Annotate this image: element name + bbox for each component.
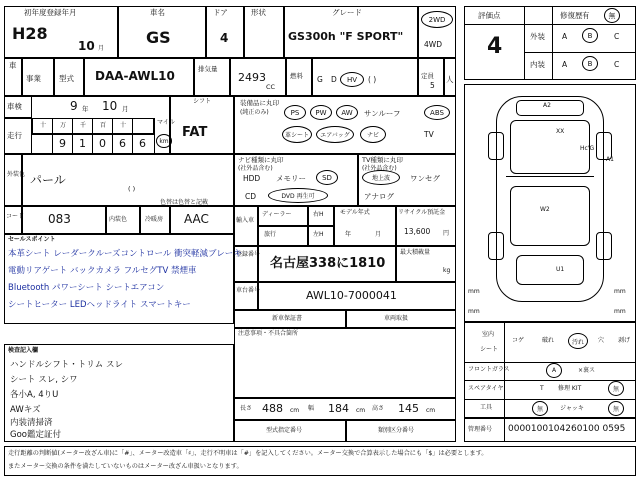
reg-month-value: 10 xyxy=(78,39,95,53)
color-note: ( ) xyxy=(128,185,136,193)
door-value: 4 xyxy=(220,31,229,45)
nav-title-sub: (社外品含む) xyxy=(238,165,273,172)
spare-t: T xyxy=(540,385,544,392)
windshield-a: A xyxy=(551,367,557,374)
exterior-grade-label: 外装 xyxy=(530,32,545,41)
car-name-label: 車名 xyxy=(150,8,165,17)
tv-title-sub: (社外品含む) xyxy=(362,165,397,172)
nav-sd xyxy=(316,170,338,185)
color-sub-note: 色替は色替と記載 xyxy=(160,199,209,206)
mgmt-number-label: 管理番号 xyxy=(468,426,493,433)
code-value: 083 xyxy=(48,212,71,226)
tv-terrestrial xyxy=(362,170,400,185)
shaken-month: 10 xyxy=(102,99,118,113)
inspection-line-3: 各小A, 4りU xyxy=(10,390,59,400)
model-code-value: DAA-AWL10 xyxy=(95,69,175,83)
door-label: ドア xyxy=(213,8,228,17)
digit-3: 0 xyxy=(99,137,106,150)
recycle-unit: 円 xyxy=(443,230,450,237)
nav-dvd-label: DVD 再生可 xyxy=(281,193,315,200)
tools-none: 無 xyxy=(536,406,543,413)
inspection-line-5: 内装清掃済 xyxy=(10,418,53,428)
row2-type: 型式 xyxy=(59,74,74,83)
fuel-type-cell xyxy=(312,58,418,96)
exterior-color-label: 外装色 xyxy=(7,171,26,178)
repair-no: 無 xyxy=(608,11,616,20)
car-midline xyxy=(506,176,594,177)
int-grade-a: A xyxy=(562,60,568,69)
jack-none: 無 xyxy=(612,406,619,413)
nav-memory: メモリー xyxy=(276,174,306,183)
reg-month-unit: 月 xyxy=(98,45,105,52)
fuel-other: ( ) xyxy=(368,75,377,84)
tv-oneseg: ワンセグ xyxy=(410,174,440,183)
option-airbag-label: エアバッグ xyxy=(320,132,350,139)
interior-cell-0-2: 汚れ xyxy=(571,338,584,346)
travel-label: 旅行 xyxy=(264,231,277,238)
option-navi-label: ナビ xyxy=(366,132,379,139)
shaken-year-unit: 年 xyxy=(82,105,89,113)
windshield-b: ×裏ス xyxy=(578,367,596,374)
digit-1: 9 xyxy=(59,137,66,150)
shape-label: 形状 xyxy=(251,8,266,17)
digit-4: 6 xyxy=(119,137,126,150)
wheel-rear-right xyxy=(596,232,612,260)
mileage-label: 走行 xyxy=(7,131,22,140)
interior-row-label-1: フロントガラス xyxy=(468,366,510,373)
exterior-color-label-cell xyxy=(4,154,22,206)
digit-head-3: 百 xyxy=(100,122,107,129)
digit-head-4: 十 xyxy=(120,122,127,129)
ac-value: AAC xyxy=(184,212,209,226)
car-name-value: GS xyxy=(146,28,171,47)
sales-points-cell xyxy=(4,234,234,324)
option-leather xyxy=(282,126,312,143)
height-label: 高さ xyxy=(372,405,385,412)
seats-unit: 人 xyxy=(446,75,454,84)
diagram-mm-right: mm xyxy=(614,288,626,295)
option-navi xyxy=(360,126,386,143)
sales-point-line-2: 電動リアゲート バックカメラ フルセグTV 禁煙車 xyxy=(8,266,197,276)
max-load-unit: kg xyxy=(443,267,451,274)
car-hood-area xyxy=(510,120,590,174)
eval-value: 4 xyxy=(487,34,503,59)
option-airbag xyxy=(316,126,354,143)
interior-cell-0-0: コゲ xyxy=(512,337,525,344)
code-label-cell xyxy=(4,206,25,234)
width-label: 幅 xyxy=(308,405,315,412)
repair-no-circle xyxy=(604,8,620,23)
tv-analog: アナログ xyxy=(364,192,394,201)
digit-head-1: 万 xyxy=(60,122,67,129)
ext-grade-c: C xyxy=(614,32,620,41)
dealer-label: ディーラー xyxy=(262,211,292,218)
eval-label: 評価点 xyxy=(478,11,501,20)
interior-row-label-2: スペアタイヤ xyxy=(468,385,504,392)
warranty-label: 新車保証書 xyxy=(272,315,303,322)
fuel-label: 燃料 xyxy=(290,72,303,80)
options-title-sub: (純正のみ) xyxy=(240,109,269,116)
row2-business: 事業 xyxy=(26,74,41,83)
jack-none-circle xyxy=(608,401,624,416)
sales-point-line-1: 本革シート レーダークルーズコントロール 衝突軽減ブレーキ xyxy=(8,249,242,259)
inspection-line-1: ハンドルシフト・トリム スレ xyxy=(10,360,123,370)
fuel-g: G xyxy=(317,75,323,84)
digit-head-2: 千 xyxy=(80,122,87,129)
seats-label: 定員 xyxy=(421,72,434,80)
displacement-value: 2493 xyxy=(238,71,266,84)
mileage-digit-header xyxy=(32,118,154,134)
option-abs xyxy=(424,105,450,120)
interior-grade-label: 内装 xyxy=(530,60,545,69)
row2-kanji-1: 車 xyxy=(9,61,17,70)
wheel-front-left xyxy=(488,132,504,160)
repair-yes: 有 xyxy=(582,11,590,20)
option-tv-label: TV xyxy=(424,130,434,139)
lh-label: 左H xyxy=(313,231,324,238)
cc-unit: CC xyxy=(266,83,276,91)
seats-value: 5 xyxy=(430,81,435,90)
interior-cell-0-3: 穴 xyxy=(598,337,605,344)
sales-point-line-3: Bluetooth パワーシート シートエアコン xyxy=(8,283,165,293)
height-unit: cm xyxy=(426,407,436,414)
option-aw-label: AW xyxy=(341,108,353,117)
digit-head-0: 十 xyxy=(40,122,47,129)
nav-title: ナビ種類に丸印 xyxy=(238,156,284,164)
sales-point-line-4: シートヒーター LEDヘッドライト スマートキー xyxy=(8,300,191,310)
reg-year-value: H28 xyxy=(12,24,48,43)
type-number-label: 型式指定番号 xyxy=(266,427,303,434)
shaken-month-unit: 月 xyxy=(122,105,129,113)
digit-5: 6 xyxy=(139,137,146,150)
fuel-d: D xyxy=(331,75,337,84)
reg-date-label: 初年度登録年月 xyxy=(24,8,77,17)
model-year-unit-month: 月 xyxy=(375,231,382,238)
recycle-value: 13,600 xyxy=(404,227,431,236)
class-number-label: 類別区分番号 xyxy=(378,427,415,434)
footer-line-2: またメーター交換の条件を満たしていないものはメーター改ざん車扱いとなります。 xyxy=(8,463,243,470)
nav-cd: CD xyxy=(245,192,257,201)
tv-terrestrial-label: 地上波 xyxy=(371,175,390,182)
diagram-label-a1: A1 xyxy=(606,156,614,163)
shaken-label: 車検 xyxy=(7,102,22,111)
ext-grade-b: B xyxy=(587,31,593,40)
import-label-cell xyxy=(234,206,258,246)
width-unit: cm xyxy=(356,407,366,414)
diagram-label-hcg: Hc'G xyxy=(580,145,595,152)
inspection-line-2: シート スレ, シワ xyxy=(10,375,78,385)
drive-2wd-badge xyxy=(421,11,453,28)
int-grade-b-circle xyxy=(582,56,598,71)
windshield-a-circle xyxy=(546,363,562,378)
tools-none-circle xyxy=(532,401,548,416)
spare-none: 無 xyxy=(612,386,619,393)
height-value: 145 xyxy=(398,402,419,415)
interior-cell-0-2-circle xyxy=(568,333,588,349)
car-roof-area xyxy=(510,186,590,246)
model-year-label: モデル年式 xyxy=(340,209,370,216)
vehicle-doc-label: 車両取扱 xyxy=(384,315,409,322)
inspection-line-4: AWキズ xyxy=(10,405,41,415)
diagram-label-u1: U1 xyxy=(556,266,565,273)
nav-hdd: HDD xyxy=(243,174,261,183)
jack-label: ジャッキ xyxy=(560,405,584,412)
car-trunk-area xyxy=(516,255,584,285)
grade-value: GS300h "F SPORT" xyxy=(288,30,404,43)
code-label: コード xyxy=(6,213,25,220)
digit-2: 1 xyxy=(79,137,86,150)
interior-cell-0-4: 剥げ xyxy=(618,337,631,344)
inspection-line-6: Goo鑑定証付 xyxy=(10,430,61,440)
displacement-label: 排気量 xyxy=(198,65,218,73)
wheel-rear-left xyxy=(488,232,504,260)
spare-none-circle xyxy=(608,381,624,396)
ac-label: 冷暖房 xyxy=(145,216,164,223)
max-load-label: 最大積載量 xyxy=(400,249,431,256)
diagram-mm-left: mm xyxy=(468,288,480,295)
option-leather-label: 革シート xyxy=(284,132,309,139)
interior-row-label-3: 工具 xyxy=(480,404,493,411)
tv-title: TV種類に丸印 xyxy=(362,156,403,164)
reg-no-label: 登録番号 xyxy=(236,251,261,258)
width-value: 184 xyxy=(328,402,349,415)
import-label: 輸入車 xyxy=(236,217,255,224)
option-pw xyxy=(310,105,332,120)
option-sunroof-label: サンルーフ xyxy=(364,109,401,118)
fuel-hv: HV xyxy=(346,75,358,84)
diagram-label-w2: W2 xyxy=(540,206,550,213)
recycle-label: リサイクル預託金 xyxy=(398,209,446,216)
length-unit: cm xyxy=(290,407,300,414)
option-aw xyxy=(336,105,358,120)
option-ps-label: PS xyxy=(290,108,300,117)
option-ps xyxy=(284,105,306,120)
drive-4wd-label: 4WD xyxy=(424,40,442,49)
nav-dvd xyxy=(268,188,328,203)
int-grade-b: B xyxy=(587,59,593,68)
spare-kit: 修理 KIT xyxy=(558,385,582,392)
option-abs-label: ABS xyxy=(430,108,444,117)
mileage-sub-unit: マイル xyxy=(157,119,175,126)
diagram-label-a2: A2 xyxy=(543,102,551,109)
diagram-label-xx: XX xyxy=(556,128,565,135)
grade-label: グレード xyxy=(332,8,362,17)
inspection-title: 検査記入欄 xyxy=(8,347,39,354)
ext-grade-a: A xyxy=(562,32,568,41)
option-pw-label: PW xyxy=(315,108,327,117)
nav-sd-label: SD xyxy=(322,173,332,182)
drive-2wd-label: 2WD xyxy=(428,15,446,24)
interior-row-label-0: 室内 xyxy=(482,331,495,338)
length-value: 488 xyxy=(262,402,283,415)
interior-row-sublabel-0: シート xyxy=(480,346,499,353)
diagram-mm-left-2: mm xyxy=(468,308,480,315)
options-title: 装備品に丸印 xyxy=(240,99,279,107)
shift-value: FAT xyxy=(182,125,208,140)
vin-value: AWL10-7000041 xyxy=(306,289,397,302)
notes-label: 注意事項・不具合箇所 xyxy=(238,330,299,337)
displacement-label-cell xyxy=(194,58,230,96)
shift-label: シフト xyxy=(193,98,212,105)
diagram-mm-right-2: mm xyxy=(614,308,626,315)
notes-cell xyxy=(234,328,456,398)
model-year-unit-year: 年 xyxy=(345,231,352,238)
mileage-unit: km xyxy=(159,137,169,145)
interior-color-label: 内装色 xyxy=(109,216,128,223)
vin-label: 車台番号 xyxy=(236,287,261,294)
length-label: 長さ xyxy=(240,405,253,412)
ext-grade-b-circle xyxy=(582,28,598,43)
repair-label: 修復歴 xyxy=(560,11,583,20)
shaken-year: 9 xyxy=(70,99,78,113)
mgmt-number-value: 0000100104260100 0595 xyxy=(508,424,626,434)
sales-points-title: セールスポイント xyxy=(8,236,56,243)
reg-no-value: 名古屋338に1810 xyxy=(270,256,386,271)
rh-label: 右H xyxy=(313,211,324,218)
exterior-color-value: パール xyxy=(30,173,66,187)
footer-line-1: 走行距離の判断値(メーター改ざん車)に「#」、メーター改造車「♯」、走行不明車は「#」を記入してください。メーター交換で合算表示した場合にも「$」は必要とします。 xyxy=(8,450,488,457)
interior-cell-0-1: 破れ xyxy=(542,337,555,344)
fuel-hv-circle xyxy=(340,72,364,87)
int-grade-c: C xyxy=(614,60,620,69)
